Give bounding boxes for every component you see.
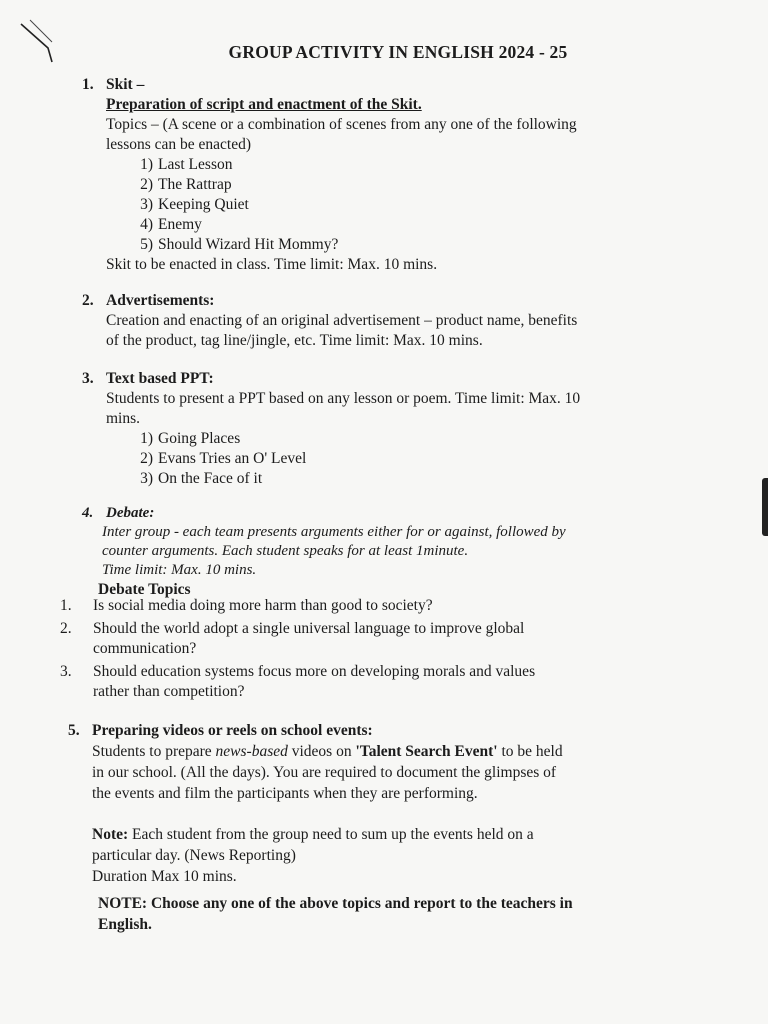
section-text: Creation and enacting of an original advertisement – product name, benefits (106, 312, 578, 329)
section-text: of the product, tag line/jingle, etc. Time limit: Max. 10 mins. (106, 332, 483, 349)
debate-topic-list (60, 596, 680, 702)
lesson-list (130, 155, 682, 255)
section-skit (82, 75, 682, 275)
section-number: 1. (82, 76, 94, 93)
section-heading: Debate: (106, 505, 155, 521)
topics-line: Topics – (A scene or a combination of scenes from any one of the following (106, 116, 577, 133)
list-item-continuation: rather than competition? (93, 683, 245, 700)
section-text-ppt (82, 369, 682, 489)
note-text: particular day. (News Reporting) (92, 847, 296, 864)
lesson-list (130, 429, 682, 489)
section-heading: Skit – (106, 76, 145, 93)
section-number: 2. (82, 292, 94, 309)
list-item: 3. Should education systems focus more on developing morals and values (60, 663, 536, 680)
section-text: Time limit: Max. 10 mins. (102, 562, 257, 578)
final-note-line: NOTE: Choose any one of the above topics and report to the teachers in (98, 895, 573, 912)
section-heading: Text based PPT: (106, 370, 214, 387)
section-number: 4. (82, 505, 94, 521)
final-note (98, 893, 678, 935)
debate-topics-heading: Debate Topics (98, 581, 191, 598)
section-text: in our school. (All the days). You are required to document the glimpses of (92, 764, 557, 781)
section-footer: Skit to be enacted in class. Time limit: Max. 10 mins. (106, 256, 438, 273)
list-item: 2) Evans Tries an O' Level (140, 450, 307, 467)
list-item: 1. Is social media doing more harm than good to society? (60, 597, 433, 614)
topics-line: lessons can be enacted) (106, 136, 252, 153)
list-item-continuation: communication? (93, 640, 197, 657)
section-text: Students to present a PPT based on any lesson or poem. Time limit: Max. 10 (106, 390, 581, 407)
section-heading: Preparing videos or reels on school events: (92, 722, 373, 739)
list-item: 5) Should Wizard Hit Mommy? (140, 236, 339, 253)
list-item: 3) Keeping Quiet (140, 196, 249, 213)
note-text: Note: Each student from the group need to sum up the events held on a (92, 826, 534, 843)
list-item: 2) The Rattrap (140, 176, 232, 193)
section-videos (68, 720, 678, 887)
page-title: GROUP ACTIVITY IN ENGLISH 2024 - 25 (228, 42, 568, 62)
section-number: 3. (82, 370, 94, 387)
list-item: 4) Enemy (140, 216, 202, 233)
section-text: counter arguments. Each student speaks for at least 1minute. (102, 543, 469, 559)
section-heading: Advertisements: (106, 292, 215, 309)
list-item: 1) Last Lesson (140, 156, 233, 173)
list-item: 3) On the Face of it (140, 470, 263, 487)
list-item: 2. Should the world adopt a single universal language to improve global (60, 620, 525, 637)
section-text: Inter group - each team presents arguments either for or against, followed by (102, 524, 566, 540)
section-text: mins. (106, 410, 141, 427)
section-number: 5. (68, 722, 80, 739)
section-advertisements (82, 291, 682, 351)
section-text: Students to prepare news-based videos on 'Talent Search Event' to be held (92, 743, 563, 760)
final-note-line: English. (98, 916, 152, 933)
list-item: 1) Going Places (140, 430, 241, 447)
note-text: Duration Max 10 mins. (92, 868, 237, 885)
section-subheading: Preparation of script and enactment of the Skit. (106, 96, 422, 113)
section-text: the events and film the participants when they are performing. (92, 785, 478, 802)
page-edge-mark (762, 478, 768, 536)
section-debate (82, 504, 682, 600)
